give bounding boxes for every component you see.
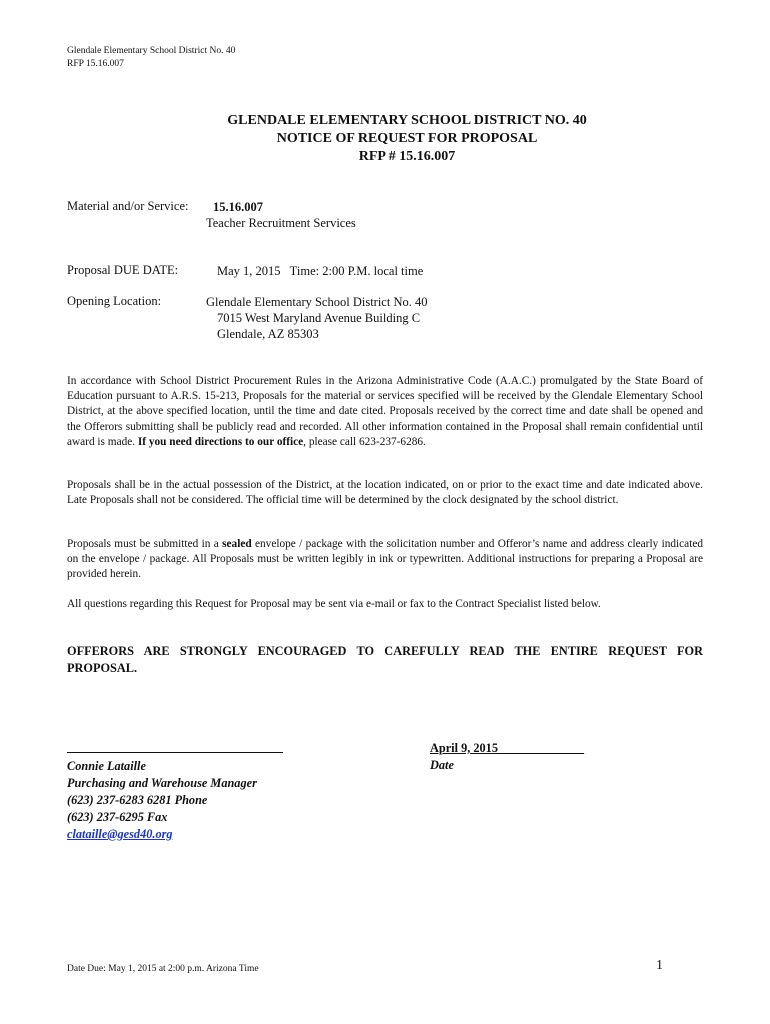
signer-email-link[interactable]: clataille@gesd40.org <box>67 827 173 841</box>
title-rfp: RFP # 15.16.007 <box>358 149 456 164</box>
document-title <box>0 112 770 166</box>
signer-title: Purchasing and Warehouse Manager <box>67 776 257 790</box>
material-description: Teacher Recruitment Services <box>206 216 356 230</box>
footer-due-date: Date Due: May 1, 2015 at 2:00 p.m. Arizona Time <box>67 964 259 974</box>
warning-notice: OFFERORS ARE STRONGLY ENCOURAGED TO CAREFULLY READ THE ENTIRE REQUEST FOR PROPOSAL. <box>67 644 703 675</box>
signer-phone: (623) 237-6283 6281 Phone <box>67 793 208 807</box>
due-date-value: May 1, 2015 Time: 2:00 P.M. local time <box>217 264 424 278</box>
paragraph-possession: Proposals shall be in the actual possession of the District, at the location indicated, on or prior to the exact time and date indicated above. Late Proposals shall not be considered. The official time will be determined by the clock designated by the school district. <box>67 479 703 507</box>
title-notice: NOTICE OF REQUEST FOR PROPOSAL <box>276 131 538 146</box>
signer-name: Connie Lataille <box>67 759 146 773</box>
page-number: 1 <box>656 958 663 973</box>
directions-emphasis: If you need directions to our office <box>137 435 304 448</box>
paragraph-questions: All questions regarding this Request for Proposal may be sent via e-mail or fax to the Contract Specialist listed below. <box>67 598 601 610</box>
paragraph-text: , please call 623-237-6286. <box>303 435 426 448</box>
sealed-emphasis: sealed <box>222 538 252 550</box>
paragraph-text: Proposals must be submitted in a <box>67 538 223 550</box>
signed-date: April 9, 2015______________ <box>430 741 585 755</box>
opening-location-label: Opening Location: <box>67 294 162 308</box>
signer-fax: (623) 237-6295 Fax <box>67 810 168 824</box>
location-line-2: 7015 West Maryland Avenue Building C <box>217 311 421 325</box>
running-header <box>67 45 235 71</box>
location-line-1: Glendale Elementary School District No. 40 <box>206 295 428 309</box>
signature-line <box>67 752 283 753</box>
paragraph-procurement-rules <box>67 374 703 450</box>
due-date-label: Proposal DUE DATE: <box>67 263 179 277</box>
paragraph-text: envelope / package with the solicitation number and Offeror’s name and address clearly indicated on the envelope / package. All Proposals must be written legibly in ink or typewritten. Additional instructions for preparing a Proposal are provided herein. <box>67 538 703 581</box>
paragraph-text: In accordance with School District Procurement Rules in the Arizona Administrative Code (A.A.C.) promulgated by the State Board of Education pursuant to A.R.S. 15-213, Proposals for the material or services specified will be received by the Glendale Elementary School District, at the above specified location, until the time and date cited. Proposals received by the correct time and date shall be opened and the Offerors submitting shall be publicly read and recorded. All other information contained in the Proposal shall remain confidential until award is made. <box>67 375 703 448</box>
material-label: Material and/or Service: <box>67 199 189 213</box>
header-rfp-number: RFP 15.16.007 <box>67 59 124 69</box>
location-line-3: Glendale, AZ 85303 <box>217 327 319 341</box>
date-block <box>430 740 584 774</box>
signature-block <box>67 758 257 843</box>
material-code: 15.16.007 <box>213 200 263 214</box>
paragraph-sealed <box>67 537 703 583</box>
date-label: Date <box>430 758 454 772</box>
header-district: Glendale Elementary School District No. 40 <box>67 46 236 56</box>
title-district: GLENDALE ELEMENTARY SCHOOL DISTRICT NO. 40 <box>227 113 587 128</box>
